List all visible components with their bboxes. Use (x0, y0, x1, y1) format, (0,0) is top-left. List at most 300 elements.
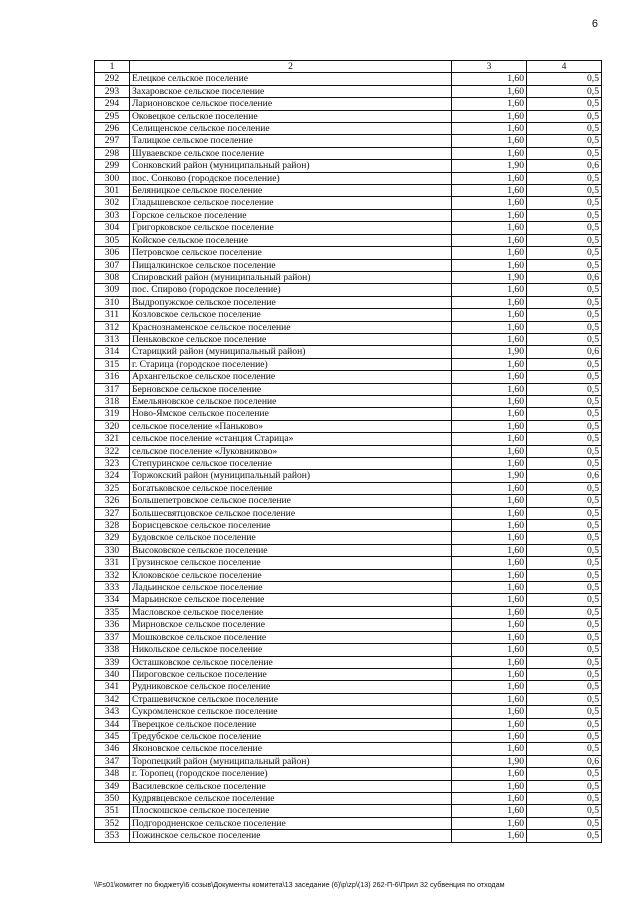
municipality-name: Григорковское сельское поселение (130, 222, 452, 234)
municipality-name: Клоковское сельское поселение (130, 569, 452, 581)
coefficient-2: 0,5 (527, 507, 602, 519)
table-row (95, 172, 602, 184)
row-number: 310 (95, 296, 130, 308)
coefficient-2: 0,5 (527, 668, 602, 680)
table-row (95, 98, 602, 110)
coefficient-2: 0,5 (527, 73, 602, 85)
coefficient-1: 1,60 (452, 830, 527, 842)
row-number: 294 (95, 98, 130, 110)
coefficient-2: 0,5 (527, 718, 602, 730)
coefficient-2: 0,6 (527, 346, 602, 358)
municipality-name: Ларионовское сельское поселение (130, 98, 452, 110)
municipality-name: Пироговское сельское поселение (130, 668, 452, 680)
municipality-name: Горское сельское поселение (130, 209, 452, 221)
municipality-name: Емельяновское сельское поселение (130, 395, 452, 407)
municipality-name: Архангельское сельское поселение (130, 371, 452, 383)
row-number: 308 (95, 271, 130, 283)
table-body (95, 73, 602, 842)
table-row (95, 544, 602, 556)
row-number: 332 (95, 569, 130, 581)
row-number: 327 (95, 507, 130, 519)
row-number: 313 (95, 333, 130, 345)
coefficient-2: 0,5 (527, 247, 602, 259)
coefficient-1: 1,60 (452, 805, 527, 817)
coefficient-1: 1,60 (452, 172, 527, 184)
municipality-name: Петровское сельское поселение (130, 247, 452, 259)
row-number: 353 (95, 830, 130, 842)
coefficient-2: 0,5 (527, 420, 602, 432)
coefficient-1: 1,60 (452, 395, 527, 407)
row-number: 335 (95, 606, 130, 618)
table-row (95, 730, 602, 742)
row-number: 345 (95, 730, 130, 742)
coefficient-1: 1,60 (452, 780, 527, 792)
row-number: 317 (95, 383, 130, 395)
coefficient-1: 1,60 (452, 606, 527, 618)
coefficient-2: 0,5 (527, 768, 602, 780)
row-number: 330 (95, 544, 130, 556)
coefficient-2: 0,5 (527, 395, 602, 407)
table-row (95, 805, 602, 817)
coefficient-2: 0,5 (527, 730, 602, 742)
table-row (95, 681, 602, 693)
row-number: 295 (95, 110, 130, 122)
coefficient-2: 0,5 (527, 445, 602, 457)
row-number: 340 (95, 668, 130, 680)
row-number: 326 (95, 495, 130, 507)
coefficient-2: 0,5 (527, 706, 602, 718)
row-number: 297 (95, 135, 130, 147)
coefficient-1: 1,60 (452, 594, 527, 606)
table-row (95, 606, 602, 618)
row-number: 300 (95, 172, 130, 184)
coefficient-2: 0,5 (527, 371, 602, 383)
municipality-name: Будовское сельское поселение (130, 532, 452, 544)
table-row (95, 222, 602, 234)
coefficient-2: 0,5 (527, 333, 602, 345)
coefficient-2: 0,5 (527, 259, 602, 271)
coefficient-1: 1,60 (452, 135, 527, 147)
coefficient-1: 1,60 (452, 371, 527, 383)
row-number: 348 (95, 768, 130, 780)
coefficient-1: 1,60 (452, 383, 527, 395)
coefficient-1: 1,90 (452, 470, 527, 482)
row-number: 343 (95, 706, 130, 718)
table-row (95, 594, 602, 606)
table-row (95, 85, 602, 97)
coefficient-1: 1,90 (452, 271, 527, 283)
row-number: 339 (95, 656, 130, 668)
coefficient-2: 0,5 (527, 569, 602, 581)
table-row (95, 73, 602, 85)
coefficient-2: 0,5 (527, 321, 602, 333)
municipality-name: Пеньковское сельское поселение (130, 333, 452, 345)
table-row (95, 395, 602, 407)
coefficient-2: 0,5 (527, 532, 602, 544)
municipality-name: Ладьинское сельское поселение (130, 582, 452, 594)
row-number: 349 (95, 780, 130, 792)
table-row (95, 271, 602, 283)
row-number: 316 (95, 371, 130, 383)
row-number: 347 (95, 755, 130, 767)
table-row (95, 135, 602, 147)
municipality-name: Яконовское сельское поселение (130, 743, 452, 755)
municipality-name: Василевское сельское поселение (130, 780, 452, 792)
coefficient-1: 1,90 (452, 755, 527, 767)
coefficient-1: 1,60 (452, 532, 527, 544)
row-number: 331 (95, 557, 130, 569)
row-number: 342 (95, 693, 130, 705)
coefficient-2: 0,5 (527, 792, 602, 804)
table-row (95, 110, 602, 122)
table-row (95, 209, 602, 221)
row-number: 320 (95, 420, 130, 432)
coefficient-2: 0,6 (527, 470, 602, 482)
coefficient-2: 0,5 (527, 234, 602, 246)
coefficient-1: 1,60 (452, 433, 527, 445)
row-number: 299 (95, 160, 130, 172)
coefficient-1: 1,60 (452, 321, 527, 333)
coefficient-1: 1,60 (452, 259, 527, 271)
municipality-name: Рудниковское сельское поселение (130, 681, 452, 693)
footer-file-path: \\Fs01\комитет по бюджету\6 созыв\Документы комитета\13 заседание (6)\p\zp\(13) 262-П-6\Прил 32 субвенция по отходам (94, 880, 505, 889)
coefficient-2: 0,5 (527, 284, 602, 296)
municipality-name: Торжокский район (муниципальный район) (130, 470, 452, 482)
row-number: 293 (95, 85, 130, 97)
coefficient-2: 0,5 (527, 644, 602, 656)
municipality-name: Берновское сельское поселение (130, 383, 452, 395)
coefficient-1: 1,60 (452, 495, 527, 507)
municipality-name: Торопецкий район (муниципальный район) (130, 755, 452, 767)
coefficient-2: 0,5 (527, 296, 602, 308)
coefficient-1: 1,60 (452, 445, 527, 457)
row-number: 306 (95, 247, 130, 259)
row-number: 296 (95, 123, 130, 135)
table-row (95, 582, 602, 594)
table-row (95, 768, 602, 780)
row-number: 346 (95, 743, 130, 755)
coefficient-2: 0,6 (527, 271, 602, 283)
coefficient-2: 0,5 (527, 482, 602, 494)
coefficient-2: 0,5 (527, 123, 602, 135)
table-row (95, 569, 602, 581)
row-number: 318 (95, 395, 130, 407)
row-number: 303 (95, 209, 130, 221)
coefficient-1: 1,60 (452, 656, 527, 668)
municipality-name: Пожинское сельское поселение (130, 830, 452, 842)
row-number: 307 (95, 259, 130, 271)
coefficient-2: 0,5 (527, 98, 602, 110)
municipality-name: Сукромленское сельское поселение (130, 706, 452, 718)
coefficient-1: 1,60 (452, 358, 527, 370)
row-number: 305 (95, 234, 130, 246)
table-row (95, 147, 602, 159)
coefficient-1: 1,60 (452, 85, 527, 97)
row-number: 298 (95, 147, 130, 159)
row-number: 341 (95, 681, 130, 693)
row-number: 301 (95, 185, 130, 197)
table-row (95, 495, 602, 507)
coefficient-2: 0,5 (527, 110, 602, 122)
municipality-name: Сонковский район (муниципальный район) (130, 160, 452, 172)
municipality-name: Старицкий район (муниципальный район) (130, 346, 452, 358)
table-row (95, 185, 602, 197)
coefficient-1: 1,60 (452, 73, 527, 85)
coefficient-1: 1,60 (452, 408, 527, 420)
coefficient-2: 0,5 (527, 544, 602, 556)
municipality-name: Выдропужское сельское поселение (130, 296, 452, 308)
table-row (95, 470, 602, 482)
coefficient-2: 0,5 (527, 681, 602, 693)
coefficient-1: 1,60 (452, 482, 527, 494)
coefficient-2: 0,6 (527, 160, 602, 172)
table-row (95, 792, 602, 804)
row-number: 334 (95, 594, 130, 606)
coefficient-1: 1,60 (452, 284, 527, 296)
coefficient-1: 1,60 (452, 644, 527, 656)
table-row (95, 656, 602, 668)
coefficient-2: 0,5 (527, 172, 602, 184)
coefficient-2: 0,5 (527, 197, 602, 209)
row-number: 292 (95, 73, 130, 85)
coefficient-1: 1,60 (452, 631, 527, 643)
coefficient-1: 1,60 (452, 420, 527, 432)
table-row (95, 433, 602, 445)
table-row (95, 346, 602, 358)
coefficient-1: 1,60 (452, 706, 527, 718)
coefficient-1: 1,60 (452, 557, 527, 569)
municipality-name: Тверецкое сельское поселение (130, 718, 452, 730)
table-row (95, 296, 602, 308)
coefficient-2: 0,5 (527, 557, 602, 569)
coefficient-2: 0,5 (527, 582, 602, 594)
coefficient-1: 1,60 (452, 569, 527, 581)
table-row (95, 668, 602, 680)
table-row (95, 631, 602, 643)
table-row (95, 408, 602, 420)
coefficient-1: 1,60 (452, 507, 527, 519)
coefficient-1: 1,90 (452, 160, 527, 172)
municipality-name: Шуваевское сельское поселение (130, 147, 452, 159)
municipality-name: Тредубское сельское поселение (130, 730, 452, 742)
header-col-coef-2: 4 (527, 61, 602, 73)
row-number: 352 (95, 817, 130, 829)
table-row (95, 160, 602, 172)
municipality-name: Подгородненское сельское поселение (130, 817, 452, 829)
row-number: 325 (95, 482, 130, 494)
coefficient-2: 0,5 (527, 147, 602, 159)
coefficient-2: 0,5 (527, 222, 602, 234)
municipality-name: Мирновское сельское поселение (130, 619, 452, 631)
header-col-coef-1: 3 (452, 61, 527, 73)
coefficient-1: 1,60 (452, 110, 527, 122)
table-row (95, 520, 602, 532)
municipality-name: Гладышевское сельское поселение (130, 197, 452, 209)
row-number: 302 (95, 197, 130, 209)
municipality-name: Мошковское сельское поселение (130, 631, 452, 643)
coefficient-2: 0,5 (527, 594, 602, 606)
municipality-name: Плоскошское сельское поселение (130, 805, 452, 817)
coefficient-1: 1,60 (452, 544, 527, 556)
coefficient-1: 1,90 (452, 346, 527, 358)
coefficient-2: 0,5 (527, 780, 602, 792)
row-number: 337 (95, 631, 130, 643)
coefficient-1: 1,60 (452, 296, 527, 308)
row-number: 319 (95, 408, 130, 420)
coefficient-1: 1,60 (452, 718, 527, 730)
municipality-name: г. Торопец (городское поселение) (130, 768, 452, 780)
row-number: 333 (95, 582, 130, 594)
coefficient-2: 0,5 (527, 458, 602, 470)
municipality-name: Спировский район (муниципальный район) (130, 271, 452, 283)
table-header-row (95, 61, 602, 73)
municipality-name: пос. Спирово (городское поселение) (130, 284, 452, 296)
municipality-name: Масловское сельское поселение (130, 606, 452, 618)
page-number: 6 (591, 18, 598, 30)
municipality-name: пос. Сонково (городское поселение) (130, 172, 452, 184)
table-row (95, 644, 602, 656)
coefficient-2: 0,5 (527, 209, 602, 221)
row-number: 321 (95, 433, 130, 445)
municipality-name: Краснознаменское сельское поселение (130, 321, 452, 333)
table-row (95, 284, 602, 296)
coefficient-1: 1,60 (452, 681, 527, 693)
municipality-name: сельское поселение «станция Старица» (130, 433, 452, 445)
coefficient-1: 1,60 (452, 582, 527, 594)
coefficient-2: 0,5 (527, 408, 602, 420)
row-number: 315 (95, 358, 130, 370)
coefficient-1: 1,60 (452, 123, 527, 135)
municipality-name: Страшевичское сельское поселение (130, 693, 452, 705)
coefficient-2: 0,5 (527, 743, 602, 755)
municipality-name: Кудрявцевское сельское поселение (130, 792, 452, 804)
municipality-name: Оковецкое сельское поселение (130, 110, 452, 122)
data-table (94, 60, 602, 843)
table-row (95, 817, 602, 829)
table-row (95, 309, 602, 321)
table-row (95, 482, 602, 494)
coefficient-1: 1,60 (452, 333, 527, 345)
municipality-name: Талицкое сельское поселение (130, 135, 452, 147)
coefficient-2: 0,5 (527, 619, 602, 631)
coefficient-1: 1,60 (452, 247, 527, 259)
municipality-name: Высоковское сельское поселение (130, 544, 452, 556)
municipality-name: сельское поселение «Паньково» (130, 420, 452, 432)
row-number: 314 (95, 346, 130, 358)
coefficient-1: 1,60 (452, 792, 527, 804)
row-number: 323 (95, 458, 130, 470)
coefficient-1: 1,60 (452, 98, 527, 110)
row-number: 309 (95, 284, 130, 296)
coefficient-1: 1,60 (452, 768, 527, 780)
row-number: 329 (95, 532, 130, 544)
coefficient-1: 1,60 (452, 817, 527, 829)
coefficient-1: 1,60 (452, 668, 527, 680)
table-row (95, 718, 602, 730)
table-row (95, 123, 602, 135)
municipality-name: сельское поселение «Луковниково» (130, 445, 452, 457)
coefficient-2: 0,5 (527, 830, 602, 842)
municipality-name: Ново-Ямское сельское поселение (130, 408, 452, 420)
table-row (95, 619, 602, 631)
table-row (95, 445, 602, 457)
table-row (95, 532, 602, 544)
table-row (95, 458, 602, 470)
table-row (95, 743, 602, 755)
municipality-name: Койское сельское поселение (130, 234, 452, 246)
row-number: 344 (95, 718, 130, 730)
coefficient-2: 0,5 (527, 520, 602, 532)
row-number: 322 (95, 445, 130, 457)
table-row (95, 371, 602, 383)
municipality-name: Осташковское сельское поселение (130, 656, 452, 668)
municipality-name: Козловское сельское поселение (130, 309, 452, 321)
table-row (95, 234, 602, 246)
table-row (95, 420, 602, 432)
municipality-name: Большепетровское сельское поселение (130, 495, 452, 507)
coefficient-2: 0,5 (527, 693, 602, 705)
municipality-name: Марьинское сельское поселение (130, 594, 452, 606)
municipality-name: Селищенское сельское поселение (130, 123, 452, 135)
table-row (95, 259, 602, 271)
coefficient-2: 0,5 (527, 433, 602, 445)
table-row (95, 706, 602, 718)
coefficient-2: 0,5 (527, 631, 602, 643)
table-row (95, 557, 602, 569)
table-row (95, 321, 602, 333)
coefficient-1: 1,60 (452, 730, 527, 742)
row-number: 311 (95, 309, 130, 321)
row-number: 324 (95, 470, 130, 482)
coefficient-1: 1,60 (452, 234, 527, 246)
coefficient-1: 1,60 (452, 458, 527, 470)
header-col-name: 2 (130, 61, 452, 73)
municipality-name: Никольское сельское поселение (130, 644, 452, 656)
table-row (95, 247, 602, 259)
municipality-name: Степуринское сельское поселение (130, 458, 452, 470)
row-number: 304 (95, 222, 130, 234)
coefficient-1: 1,60 (452, 743, 527, 755)
row-number: 350 (95, 792, 130, 804)
municipality-name: Елецкое сельское поселение (130, 73, 452, 85)
coefficient-1: 1,60 (452, 222, 527, 234)
coefficient-2: 0,5 (527, 656, 602, 668)
row-number: 336 (95, 619, 130, 631)
row-number: 312 (95, 321, 130, 333)
municipality-name: Пищалкинское сельское поселение (130, 259, 452, 271)
coefficient-2: 0,5 (527, 805, 602, 817)
coefficient-2: 0,5 (527, 309, 602, 321)
table-row (95, 197, 602, 209)
header-col-number: 1 (95, 61, 130, 73)
coefficient-1: 1,60 (452, 619, 527, 631)
table-row (95, 693, 602, 705)
coefficient-1: 1,60 (452, 309, 527, 321)
coefficient-1: 1,60 (452, 147, 527, 159)
coefficient-2: 0,5 (527, 85, 602, 97)
coefficient-2: 0,5 (527, 495, 602, 507)
coefficient-1: 1,60 (452, 693, 527, 705)
coefficient-1: 1,60 (452, 197, 527, 209)
table-row (95, 507, 602, 519)
table-row (95, 383, 602, 395)
row-number: 338 (95, 644, 130, 656)
table-row (95, 830, 602, 842)
municipality-name: г. Старица (городское поселение) (130, 358, 452, 370)
municipality-name: Грузинское сельское поселение (130, 557, 452, 569)
coefficient-2: 0,5 (527, 817, 602, 829)
coefficient-2: 0,5 (527, 185, 602, 197)
